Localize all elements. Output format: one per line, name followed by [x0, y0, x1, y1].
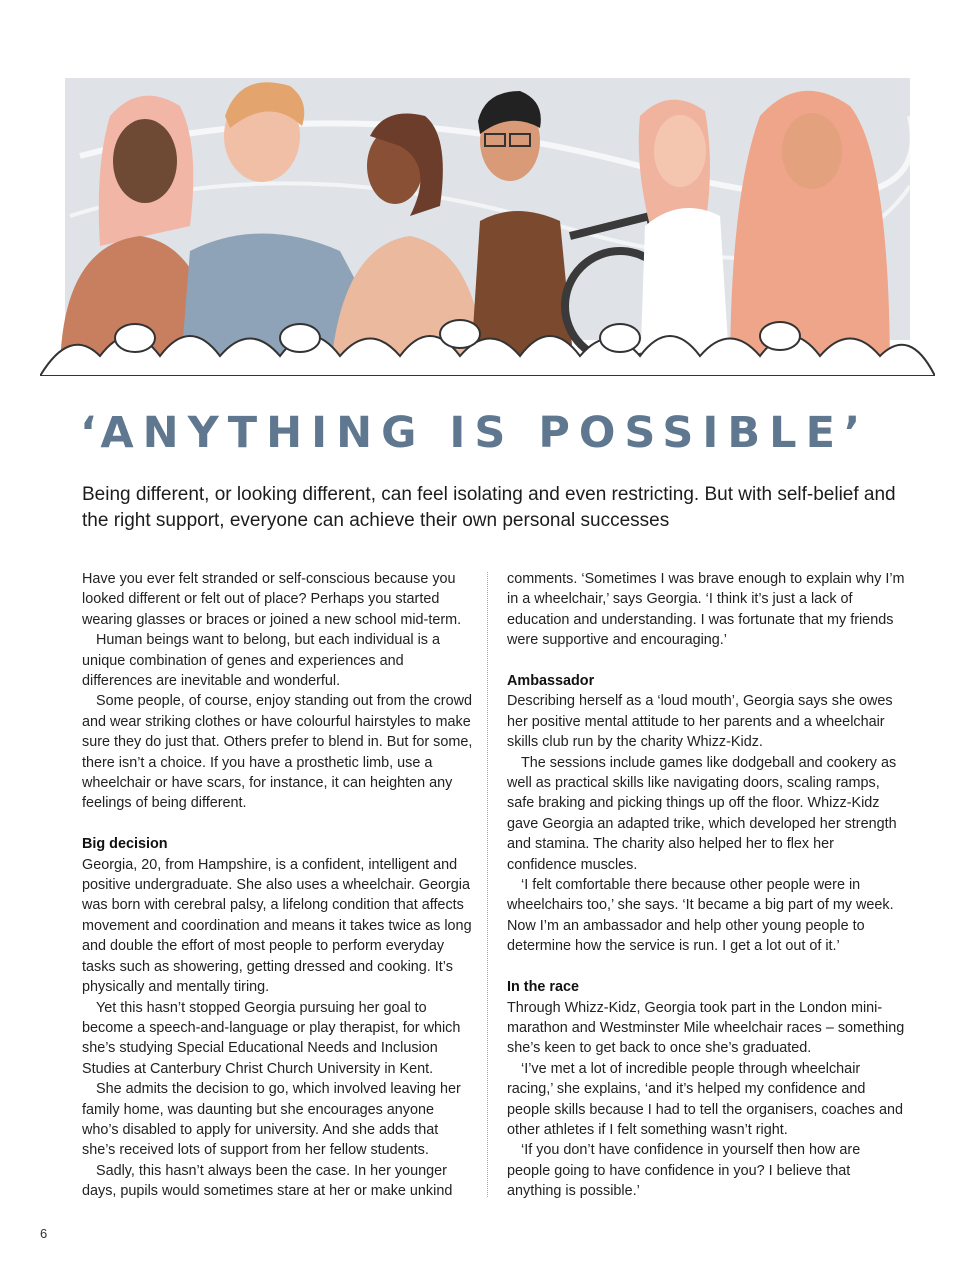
subheading-in-the-race: In the race: [507, 979, 579, 996]
paragraph: ‘I felt comfortable there because other people were in wheelchairs too,’ she says. ‘It became a big part of my week. Now I’m an ambassador and help other young people to determine how the service is run. I get a lot out of it.’: [507, 877, 894, 955]
column-divider: [487, 572, 488, 1197]
hero-illustration: [40, 76, 935, 376]
subheading-ambassador: Ambassador: [507, 673, 595, 690]
column-right: [507, 569, 907, 1202]
paragraph: Human beings want to belong, but each individual is a unique combination of genes and experiences and differences are inevitable and wonderful.: [82, 632, 440, 690]
standfirst: Being different, or looking different, can feel isolating and even restricting. But with self-belief and the right support, everyone can achieve their own personal successes: [82, 484, 896, 531]
paragraph: Yet this hasn’t stopped Georgia pursuing her goal to become a speech-and-language or play therapist, for which she’s studying Special Educational Needs and Inclusion Studies at Canterbury Christ Church University in Kent.: [82, 999, 461, 1077]
column-left: [82, 569, 474, 1202]
paragraph: comments. ‘Sometimes I was brave enough to explain why I’m in a wheelchair,’ says Georgia. ‘I think it’s just a lack of education and understanding. I was fortunate that my friends were supportive and encouraging.’: [507, 571, 905, 649]
people-illustration: [40, 76, 935, 376]
paragraph: The sessions include games like dodgeball and cookery as well as practical skills like navigating doors, scaling ramps, safe braking and picking things up off the floor. Whizz-Kidz gave Georgia an adapted trike, which developed her strength and stamina. The charity also helped her to flex her confidence muscles.: [507, 754, 897, 873]
paragraph: Have you ever felt stranded or self-conscious because you looked different or felt out of place? Perhaps you started wearing glasses or braces or joined a new school mid-term.: [82, 571, 462, 628]
paragraph: Some people, of course, enjoy standing out from the crowd and wear striking clothes or have colourful hairstyles to make sure they do just that. Others prefer to blend in. But for some, there isn’t a choice. If you have a prosthetic limb, use a wheelchair or have scars, for instance, it can heighten any feelings of being different.: [82, 693, 473, 812]
paragraph: Describing herself as a ‘loud mouth’, Georgia says she owes her positive mental attitude to her parents and a wheelchair skills club run by the charity Whizz-Kidz.: [507, 693, 893, 751]
paragraph: Georgia, 20, from Hampshire, is a confident, intelligent and positive undergraduate. She also uses a wheelchair. Georgia was born with cerebral palsy, a lifelong condition that affects movement and coordination and means it takes twice as long and double the effort of most people to perform everyday tasks such as showering, getting dressed and cooking. It’s physically and mentally tiring.: [82, 856, 472, 996]
paragraph: Sadly, this hasn’t always been the case. In her younger days, pupils would sometimes stare at her or make unkind: [82, 1162, 453, 1200]
headline: ‘ANYTHING IS POSSIBLE’: [80, 408, 870, 458]
paragraph: She admits the decision to go, which involved leaving her family home, was daunting but she encourages anyone who’s disabled to apply for university. And she adds that she’s received lots of support from her fellow students.: [82, 1081, 461, 1159]
page-number: 6: [40, 1226, 48, 1241]
paragraph: ‘If you don’t have confidence in yourself then how are people going to have confidence in you? I believe that anything is possible.’: [507, 1142, 861, 1200]
paragraph: ‘I’ve met a lot of incredible people through wheelchair racing,’ she explains, ‘and it’s helped my confidence and people skills because I had to tell the organisers, coaches and other athletes if I felt something wasn’t right.: [507, 1060, 903, 1138]
paragraph: Through Whizz-Kidz, Georgia took part in the London mini-marathon and Westminster Mile wheelchair races – something she’s keen to get back to once she’s graduated.: [507, 999, 905, 1057]
subheading-big-decision: Big decision: [82, 836, 168, 853]
